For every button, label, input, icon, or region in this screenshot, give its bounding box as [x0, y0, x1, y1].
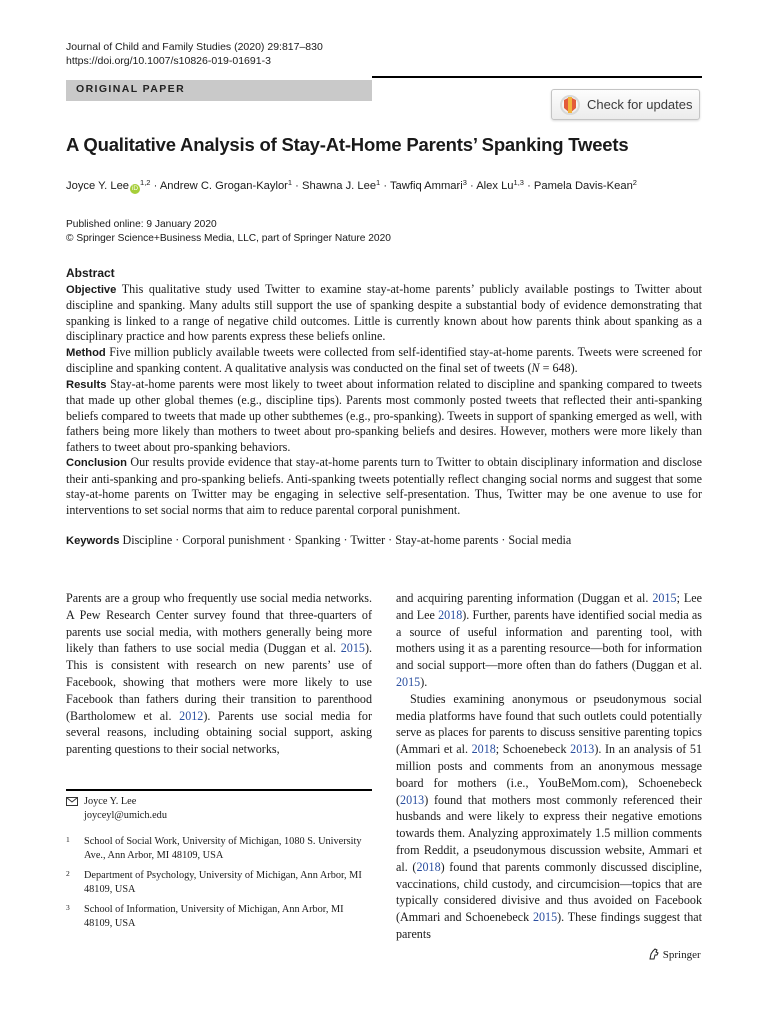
body-text: ). In an analysis of 51 million posts and comments from an anonymous message board for mothers (i.e., YouBeMom.com), Schoenebeck (	[396, 742, 702, 807]
journal-citation: Journal of Child and Family Studies (2020) 29:817–830	[66, 41, 323, 53]
springer-horse-icon	[648, 948, 660, 960]
body-text: ). Parents use social media for several reasons, including obtaining social support, asking parenting questions to their social networks,	[66, 708, 372, 757]
body-text: ). This is consistent with research on new parents’ use of Facebook, showing that mothers were more likely to use Facebook than fathers during their transition to parenthood (Bartholomew et al.	[66, 641, 372, 723]
crossmark-icon	[558, 95, 582, 115]
published-date: Published online: 9 January 2020	[66, 219, 217, 230]
author-name[interactable]: Pamela Davis-Kean	[533, 180, 633, 192]
footnote-number: 1	[66, 835, 70, 844]
doi-link[interactable]: https://doi.org/10.1007/s10826-019-01691-3	[66, 55, 271, 67]
footnotes	[66, 795, 372, 937]
keyword: Spanking	[294, 533, 341, 547]
keyword: Discipline	[122, 533, 173, 547]
method-label: Method	[66, 346, 106, 359]
author-name[interactable]: Tawfiq Ammari	[389, 180, 463, 192]
publication-info	[66, 218, 391, 246]
body-text: ). These findings suggest that parents	[396, 910, 703, 941]
copyright-notice: © Springer Science+Business Media, LLC, part of Springer Nature 2020	[66, 233, 391, 244]
body-column-left	[66, 590, 372, 758]
affiliation-footnote	[66, 835, 372, 863]
check-for-updates-button[interactable]	[551, 89, 700, 120]
author-name[interactable]: Alex Lu	[476, 180, 514, 192]
body-text: ).	[420, 674, 428, 689]
corresponding-author-name: Joyce Y. Lee	[84, 796, 137, 807]
citation-link[interactable]: 2015	[652, 591, 677, 605]
author-name[interactable]: Andrew C. Grogan-Kaylor	[159, 180, 288, 192]
envelope-icon	[66, 797, 78, 806]
citation-link[interactable]: 2015	[532, 910, 558, 925]
author-name[interactable]: Shawna J. Lee	[302, 180, 377, 192]
keyword: Corporal punishment	[182, 533, 285, 547]
body-text: Parents are a group who frequently use social media networks. A Pew Research Center survey found that three-quarters of parents use social media, with mothers generally being more likely than fathers to use social media (Duggan et al.	[66, 591, 372, 656]
results-text: Stay-at-home parents were most likely to tweet about information related to discipline and spanking compared to tweets that made up other global themes (e.g., discipline tips). Parents most commonly posted tweets that reflected their anti-spanking beliefs compared to tweets that made up other subthemes (e.g., pro-spanking). Tweets in support of spanking emerged as well, with fathers being more likely than mothers to tweet about pro-spanking beliefs and desires. However, mothers were more likely than fathers to tweet about pro-spanking behaviors.	[66, 376, 702, 454]
affiliation-text: School of Social Work, University of Michigan, 1080 S. University Ave., Ann Arbor, MI 48109, USA	[84, 836, 362, 861]
body-text: ; Schoenebeck	[495, 742, 571, 757]
body-paragraph	[396, 590, 702, 691]
body-text: ) found that parents commonly discussed discipline, vaccinations, child custody, and circumcision—topics that are typically considered divisive and thus avoided on Facebook (Ammari and Schoenebeck	[396, 859, 702, 925]
citation-link[interactable]: 2013	[400, 792, 425, 807]
author-affiliation: 2	[632, 178, 637, 187]
author-list: Joyce Y. Lee iD$^{1,2}$ · Andrew C. Grogan-Kaylor$^1$ · Shawna J. Lee$^1$ · Tawfiq Ammari$^3$ · Alex Lu$^{1,3}$ · Pamela Davis-Kean$^2$	[66, 178, 637, 192]
keyword: Stay-at-home parents	[395, 533, 499, 547]
conclusion-label: Conclusion	[66, 457, 127, 469]
publisher-mark	[648, 948, 701, 961]
body-text: Studies examining anonymous or pseudonymous social media platforms have found that such outlets could potentially serve as places for parents to discuss sensitive parenting topics (Ammari et al.	[396, 691, 702, 757]
citation-link[interactable]: 2015	[396, 674, 421, 689]
check-for-updates-label: Check for updates	[587, 97, 693, 112]
citation-link[interactable]: 2013	[570, 742, 595, 757]
footnote-number: 2	[66, 869, 70, 878]
keyword: Twitter	[350, 533, 386, 547]
author-affiliation: 3	[462, 178, 467, 187]
article-type-label: ORIGINAL PAPER	[76, 83, 186, 95]
keywords-line: Keywords Discipline · Corporal punishment · Spanking · Twitter · Stay-at-home parents · Social media	[66, 533, 572, 547]
abstract-conclusion	[66, 455, 702, 518]
author-affiliation: 1	[287, 178, 293, 187]
journal-header	[66, 40, 323, 68]
article-type-banner	[66, 80, 372, 101]
corresponding-author	[66, 795, 372, 823]
method-text: Five million publicly available tweets were collected from self-identified stay-at-home parents. Tweets were screened for discipline and spanking content. A qualitative analysis was conducted on the final set of tweets (	[66, 344, 703, 375]
orcid-icon[interactable]: iD	[131, 185, 139, 192]
footnote-rule	[66, 789, 372, 791]
citation-link[interactable]: 2012	[179, 708, 204, 723]
citation-link[interactable]: 2018	[416, 859, 441, 874]
corresponding-author-email[interactable]: joyceyl@umich.edu	[84, 810, 167, 821]
header-rule	[372, 76, 702, 78]
keywords-label: Keywords	[66, 535, 120, 547]
abstract-method	[66, 345, 702, 377]
affiliation-text: School of Information, University of Michigan, Ann Arbor, MI 48109, USA	[84, 904, 344, 929]
method-text-end: = 648).	[539, 361, 578, 375]
affiliation-footnote	[66, 903, 372, 931]
results-label: Results	[66, 378, 107, 391]
author-affiliation: 1,3	[513, 178, 524, 187]
keyword: Social media	[508, 533, 572, 547]
citation-link[interactable]: 2018	[438, 607, 463, 622]
affiliation-footnote	[66, 869, 372, 897]
body-text: ) found that mothers most commonly referenced their husbands and were likely to express their negative emotions towards them. Analyzing approximately 1.5 million comments from Reddit, a pseudonymous discussion website, Ammari et al. (	[396, 792, 702, 874]
citation-link[interactable]: 2018	[471, 742, 496, 757]
author-affiliation: 1	[376, 178, 381, 187]
conclusion-text: Our results provide evidence that stay-at-home parents turn to Twitter to obtain disciplinary information and disclose their anti-spanking and pro-spanking beliefs. Anti-spanking tweets potentially reflect changing social norms and suggest that some stay-at-home parents on Twitter may be engaging in selective self-presentation. Thus, Twitter may be one avenue to use for interventions to set social norms that aim to reduce parental corporal punishment.	[66, 455, 702, 517]
author-name[interactable]: Joyce Y. Lee	[66, 180, 130, 192]
abstract-objective	[66, 282, 702, 345]
body-text: and acquiring parenting information (Duggan et al.	[396, 591, 653, 605]
body-text: ). Further, parents have identified social media as a source of useful information and parenting tool, with mothers using it as a parenting resource—both for information and social support—more often than do fathers (Duggan et al.	[396, 607, 702, 673]
abstract-heading: Abstract	[66, 266, 115, 280]
paper-title: A Qualitative Analysis of Stay-At-Home Parents’ Spanking Tweets	[66, 134, 629, 155]
author-affiliation: 1,2	[140, 178, 151, 187]
body-column-right	[396, 590, 702, 943]
publisher-name: Springer	[662, 949, 701, 961]
objective-text: This qualitative study used Twitter to examine stay-at-home parents’ publicly available postings to Twitter about discipline and spanking. Many adults still support the use of spanking despite a substantial body of evidence demonstrating that spanking is linked to a range of negative child outcomes. Little is currently known about how parents think about spanking as a disciplinary practice and how parents express these beliefs online.	[66, 281, 702, 343]
objective-label: Objective	[66, 283, 117, 296]
abstract-results	[66, 377, 702, 456]
footnote-number: 3	[66, 903, 70, 912]
body-text: ; Lee and Lee	[396, 591, 702, 622]
citation-link[interactable]: 2015	[340, 641, 365, 656]
affiliation-text: Department of Psychology, University of Michigan, Ann Arbor, MI 48109, USA	[84, 870, 362, 895]
body-paragraph	[396, 691, 702, 943]
sample-size-symbol: N	[531, 361, 540, 375]
body-paragraph	[66, 590, 372, 758]
abstract-section	[66, 266, 702, 518]
